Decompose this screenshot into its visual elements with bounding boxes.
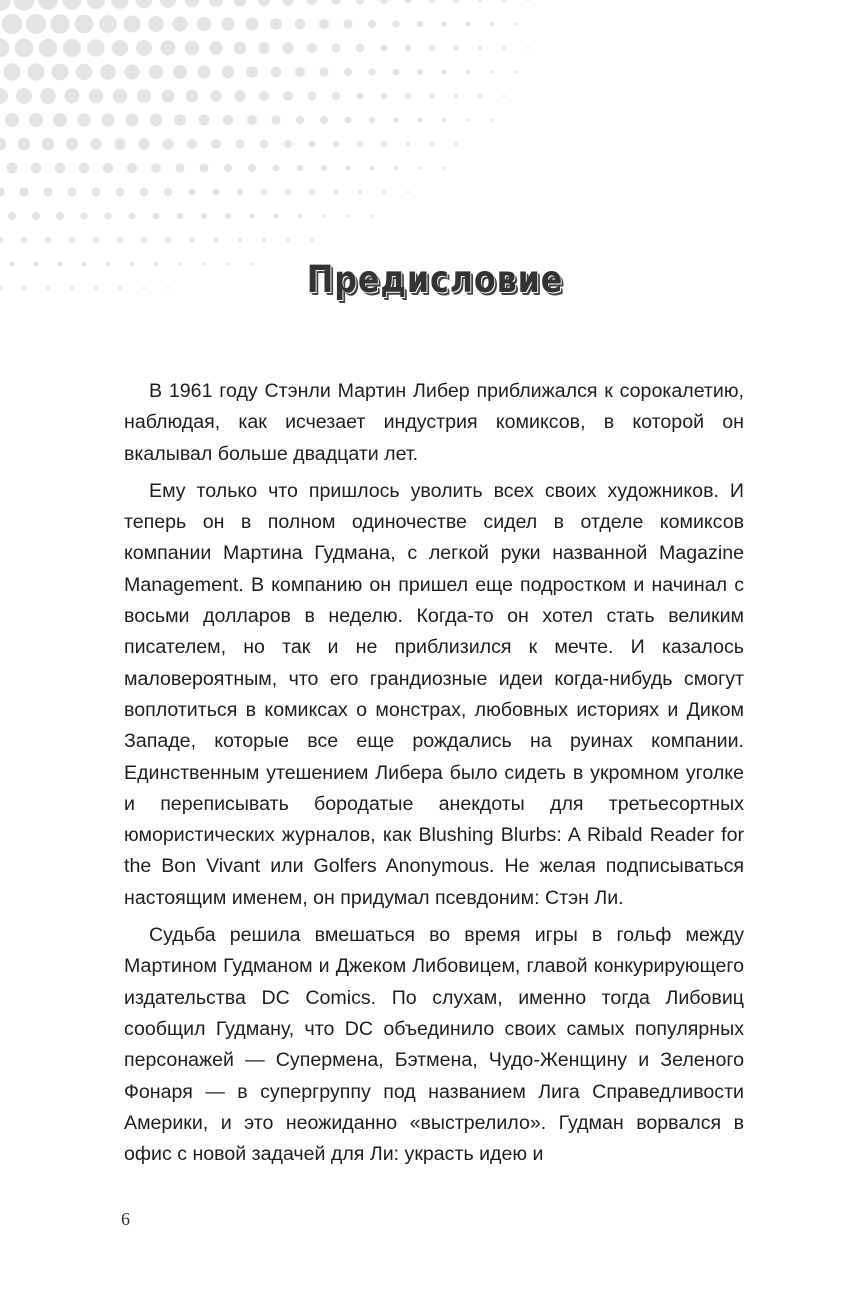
halftone-dot [249,213,254,218]
halftone-dot [233,0,246,7]
halftone-dot [478,0,482,2]
halftone-dot [198,114,209,125]
halftone-dot [67,187,76,196]
paragraph-1: В 1961 году Стэнли Мартин Либер приближался к сорокалетию, наблюдая, как исчезает индустрия комиксов, в которой он вкалывал больше двадцати лет. [124,380,744,465]
halftone-dot [172,16,187,31]
halftone-dot [272,164,279,171]
halftone-dot [322,214,326,218]
halftone-dot [209,0,223,7]
halftone-dot [50,14,69,33]
halftone-dot [393,117,399,123]
halftone-dot [357,141,363,147]
halftone-dot [39,39,57,57]
halftone-dot [368,20,376,28]
halftone-dot [150,114,162,126]
halftone-dot [27,63,44,80]
page-title: Предисловие [306,258,564,301]
halftone-dot [270,18,282,30]
halftone-dot [55,163,66,174]
halftone-dot [515,23,518,26]
halftone-dot [42,138,55,151]
halftone-dot [319,67,328,76]
halftone-dot [177,213,184,220]
halftone-dot [225,213,231,219]
halftone-dot [356,0,365,4]
halftone-dot [165,237,170,242]
halftone-dot [79,163,90,174]
halftone-dot [163,139,174,150]
halftone-dot [311,239,314,242]
halftone-dot [0,0,11,11]
halftone-dot [258,0,270,6]
halftone-dot [187,139,197,149]
halftone-dot [18,138,31,151]
halftone-dot [418,118,423,123]
halftone-dot [0,237,3,243]
halftone-dot [455,143,458,146]
halftone-dot [406,142,410,146]
halftone-dot [429,45,435,51]
halftone-dot [246,66,258,78]
halftone-dot [2,14,22,34]
halftone-dot [442,70,447,75]
halftone-dot [201,213,207,219]
halftone-dot [75,15,94,34]
halftone-dot [392,20,399,27]
halftone-dot [295,67,305,77]
halftone-dot [347,215,350,218]
halftone-dot [295,19,306,30]
halftone-dot [260,140,269,149]
halftone-dot [43,187,52,196]
halftone-dot [197,17,211,31]
halftone-dot [140,188,149,197]
halftone-dot [453,0,458,3]
halftone-dot [126,114,139,127]
halftone-dot [394,166,398,170]
halftone-dot [282,0,293,6]
halftone-dot [128,212,135,219]
halftone-dot [238,238,242,242]
halftone-dot [185,41,199,55]
body-text [124,376,744,1176]
halftone-dot [21,237,27,243]
halftone-dot [368,68,376,76]
halftone-dot [345,165,350,170]
halftone-dot [343,19,352,28]
paragraph-2: Ему только что пришлось уволить всех своих художников. И теперь он в полном одиночестве сидел в отделе комиксов компании Мартина Гудмана, с легкой руки названной Magazine Management. В компанию он пришел еще подростком и начинал с восьми долларов в неделю. Когда-то он хотел стать великим писателем, но так и не приблизился к мечте. И казалось маловероятным, что его грандиозные идеи когда-нибудь смогут воплотиться в комиксах о монстрах, любовных историях и Диком Западе, которые все еще рождались на руинах компании. Единственным утешением Либера было сидеть в укромном уголке и переписывать бородатые анекдоты для третьесортных юмористических журналов, как Blushing Blurbs: A Ribald Reader for the Bon Vivant или Golfers Anonymous. Не желая подписываться настоящим именем, он придумал псевдоним: Стэн Ли. [124,479,744,909]
halftone-dot [321,165,327,171]
halftone-dot [298,214,302,218]
halftone-dot [137,89,151,103]
halftone-dot [13,0,34,11]
halftone-dot [234,42,247,55]
halftone-dot [69,237,75,243]
halftone-dot [38,0,58,10]
halftone-dot [40,88,56,104]
halftone-dot [441,21,447,27]
halftone-dot [271,115,280,124]
halftone-dot [454,46,459,51]
halftone-dot [246,18,259,31]
halftone-dot [211,139,221,149]
halftone-dot [429,0,435,3]
halftone-dot [234,90,245,101]
halftone-dot [430,142,434,146]
halftone-dot [0,286,2,289]
halftone-dot [214,238,219,243]
halftone-dot [417,21,424,28]
halftone-dot [34,262,39,267]
halftone-dot [185,0,200,8]
halftone-dot [515,71,518,74]
halftone-dot [15,39,34,58]
halftone-dot [407,191,410,194]
halftone-dot [527,0,530,1]
halftone-dot [286,238,289,241]
halftone-dot [224,164,232,172]
halftone-dot [136,0,153,8]
halftone-dot [99,15,117,33]
halftone-dot [261,189,267,195]
halftone-dot [6,162,17,173]
halftone-dot [90,138,102,150]
halftone-dot [380,0,388,4]
halftone-dot [64,88,79,103]
halftone-dot [381,141,386,146]
halftone-dot [0,39,9,58]
halftone-dot [0,187,5,197]
halftone-dot [284,140,292,148]
halftone-dot [0,138,6,151]
halftone-dot [80,212,88,220]
halftone-dot [111,0,129,9]
halftone-dot [153,213,160,220]
halftone-dot [262,238,266,242]
halftone-dot [197,65,210,78]
halftone-dot [320,116,328,124]
halftone-dot [46,286,49,289]
halftone-dot [160,40,175,55]
halftone-dot [503,95,506,98]
halftone-dot [369,117,375,123]
halftone-dot [113,89,127,103]
halftone-dot [63,39,81,57]
halftone-dot [45,237,51,243]
halftone-dot [344,68,352,76]
halftone-dot [478,46,482,50]
halftone-dot [124,16,141,33]
halftone-dot [405,0,412,4]
halftone-dot [200,164,209,173]
halftone-dot [405,45,412,52]
halftone-dot [466,22,471,27]
halftone-dot [442,118,446,122]
halftone-dot [87,0,105,9]
halftone-dot [112,40,129,57]
halftone-dot [161,89,174,102]
halftone-dot [237,189,244,196]
halftone-dot [223,115,234,126]
halftone-dot [31,163,42,174]
halftone-dot [124,64,139,79]
halftone-dot [331,43,340,52]
halftone-dot [32,212,40,220]
halftone-dot [259,91,269,101]
halftone-dot [380,44,388,52]
halftone-dot [173,65,187,79]
halftone-dot [418,166,421,169]
halftone-dot [297,165,304,172]
halftone-dot [87,39,104,56]
halftone-dot [333,141,340,148]
halftone-dot [307,0,318,5]
halftone-dot [258,42,270,54]
halftone-dot [393,69,400,76]
halftone-dot [307,43,317,53]
halftone-dot [100,64,116,80]
halftone-dot [29,113,43,127]
halftone-dot [148,16,164,32]
halftone-dot [93,237,99,243]
halftone-dot [283,43,294,54]
halftone-dot [149,65,164,80]
halftone-dot [138,138,149,149]
halftone-dot [417,69,423,75]
halftone-dot [334,190,339,195]
halftone-dot [490,70,493,73]
halftone-dot [210,90,222,102]
halftone-dot [356,92,363,99]
halftone-dot [527,47,529,49]
halftone-dot [491,119,493,121]
halftone-dot [296,116,305,125]
halftone-dot [221,17,234,30]
halftone-dot [285,189,291,195]
halftone-dot [271,67,282,78]
halftone-dot [164,188,172,196]
halftone-dot [308,92,317,101]
halftone-dot [222,66,234,78]
halftone-dot [22,286,25,289]
halftone-dot [174,114,186,126]
halftone-dot [356,44,364,52]
halftone-dot [16,88,32,104]
halftone-dot [466,70,470,74]
halftone-dot [345,117,352,124]
halftone-dot [127,163,137,173]
halftone-dot [381,93,388,100]
halftone-dot [332,92,340,100]
paragraph-3: Судьба решила вмешаться во время игры в гольф между Мартином Гудманом и Джеком Либовицем, главой конкурирующего издательства DC Comics. По слухам, именно тогда Либовиц сообщил Гудману, что DC объединило своих самых популярных персонажей — Супермена, Бэтмена, Чудо-Женщину и Зеленого Фонаря — в супергруппу под названием Лига Справедливости Америки, и это неожиданно «выстрелило». Гудман ворвался в офис с новой задачей для Ли: украсть идею и [124,924,744,1166]
halftone-dot [502,0,506,2]
halftone-dot [66,138,78,150]
halftone-dot [10,262,15,267]
halftone-dot [56,212,64,220]
halftone-dot [5,113,19,127]
halftone-dot [114,138,126,150]
halftone-dot [160,0,176,8]
halftone-dot [358,190,362,194]
halftone-dot [141,237,147,243]
halftone-dot [188,188,196,196]
halftone-dot [52,64,69,81]
halftone-dot [235,139,244,148]
halftone-dot [454,94,458,98]
halftone-dot [89,89,104,104]
halftone-dot [116,188,125,197]
halftone-dot [0,88,8,104]
halftone-dot [490,22,494,26]
halftone-dot [3,63,20,80]
page-number: 6 [121,1209,130,1229]
halftone-dot [212,188,219,195]
halftone-dot [117,237,123,243]
halftone-dot [331,0,341,5]
halftone-dots-decoration [0,0,845,360]
halftone-dot [53,113,67,127]
halftone-dot [308,140,315,147]
halftone-dot [103,163,113,173]
halftone-dot [186,90,199,103]
halftone-dot [370,166,375,171]
halftone-dot [190,238,195,243]
halftone-dot [62,0,81,10]
halftone-dot [8,212,16,220]
halftone-dot [502,46,505,49]
halftone-dot [136,40,152,56]
halftone-dot [209,41,222,54]
halftone-dot [274,214,279,219]
halftone-dot [77,113,91,127]
halftone-dot [19,187,29,197]
halftone-dot [92,188,101,197]
halftone-dot [382,190,385,193]
halftone-dot [466,118,469,121]
halftone-dot [101,113,114,126]
halftone-dot [26,14,46,34]
halftone-dot [405,93,411,99]
halftone-dot [309,189,314,194]
halftone-dot [371,215,373,217]
halftone-dot [76,64,92,80]
halftone-dot [319,19,329,29]
halftone-dot [443,167,445,169]
halftone-dot [248,164,256,172]
halftone-dot [104,212,111,219]
halftone-dot [175,163,184,172]
halftone-dot [151,163,161,173]
halftone-dot [247,115,257,125]
halftone-dot [478,94,481,97]
halftone-dot [283,91,293,101]
halftone-dot [430,94,435,99]
